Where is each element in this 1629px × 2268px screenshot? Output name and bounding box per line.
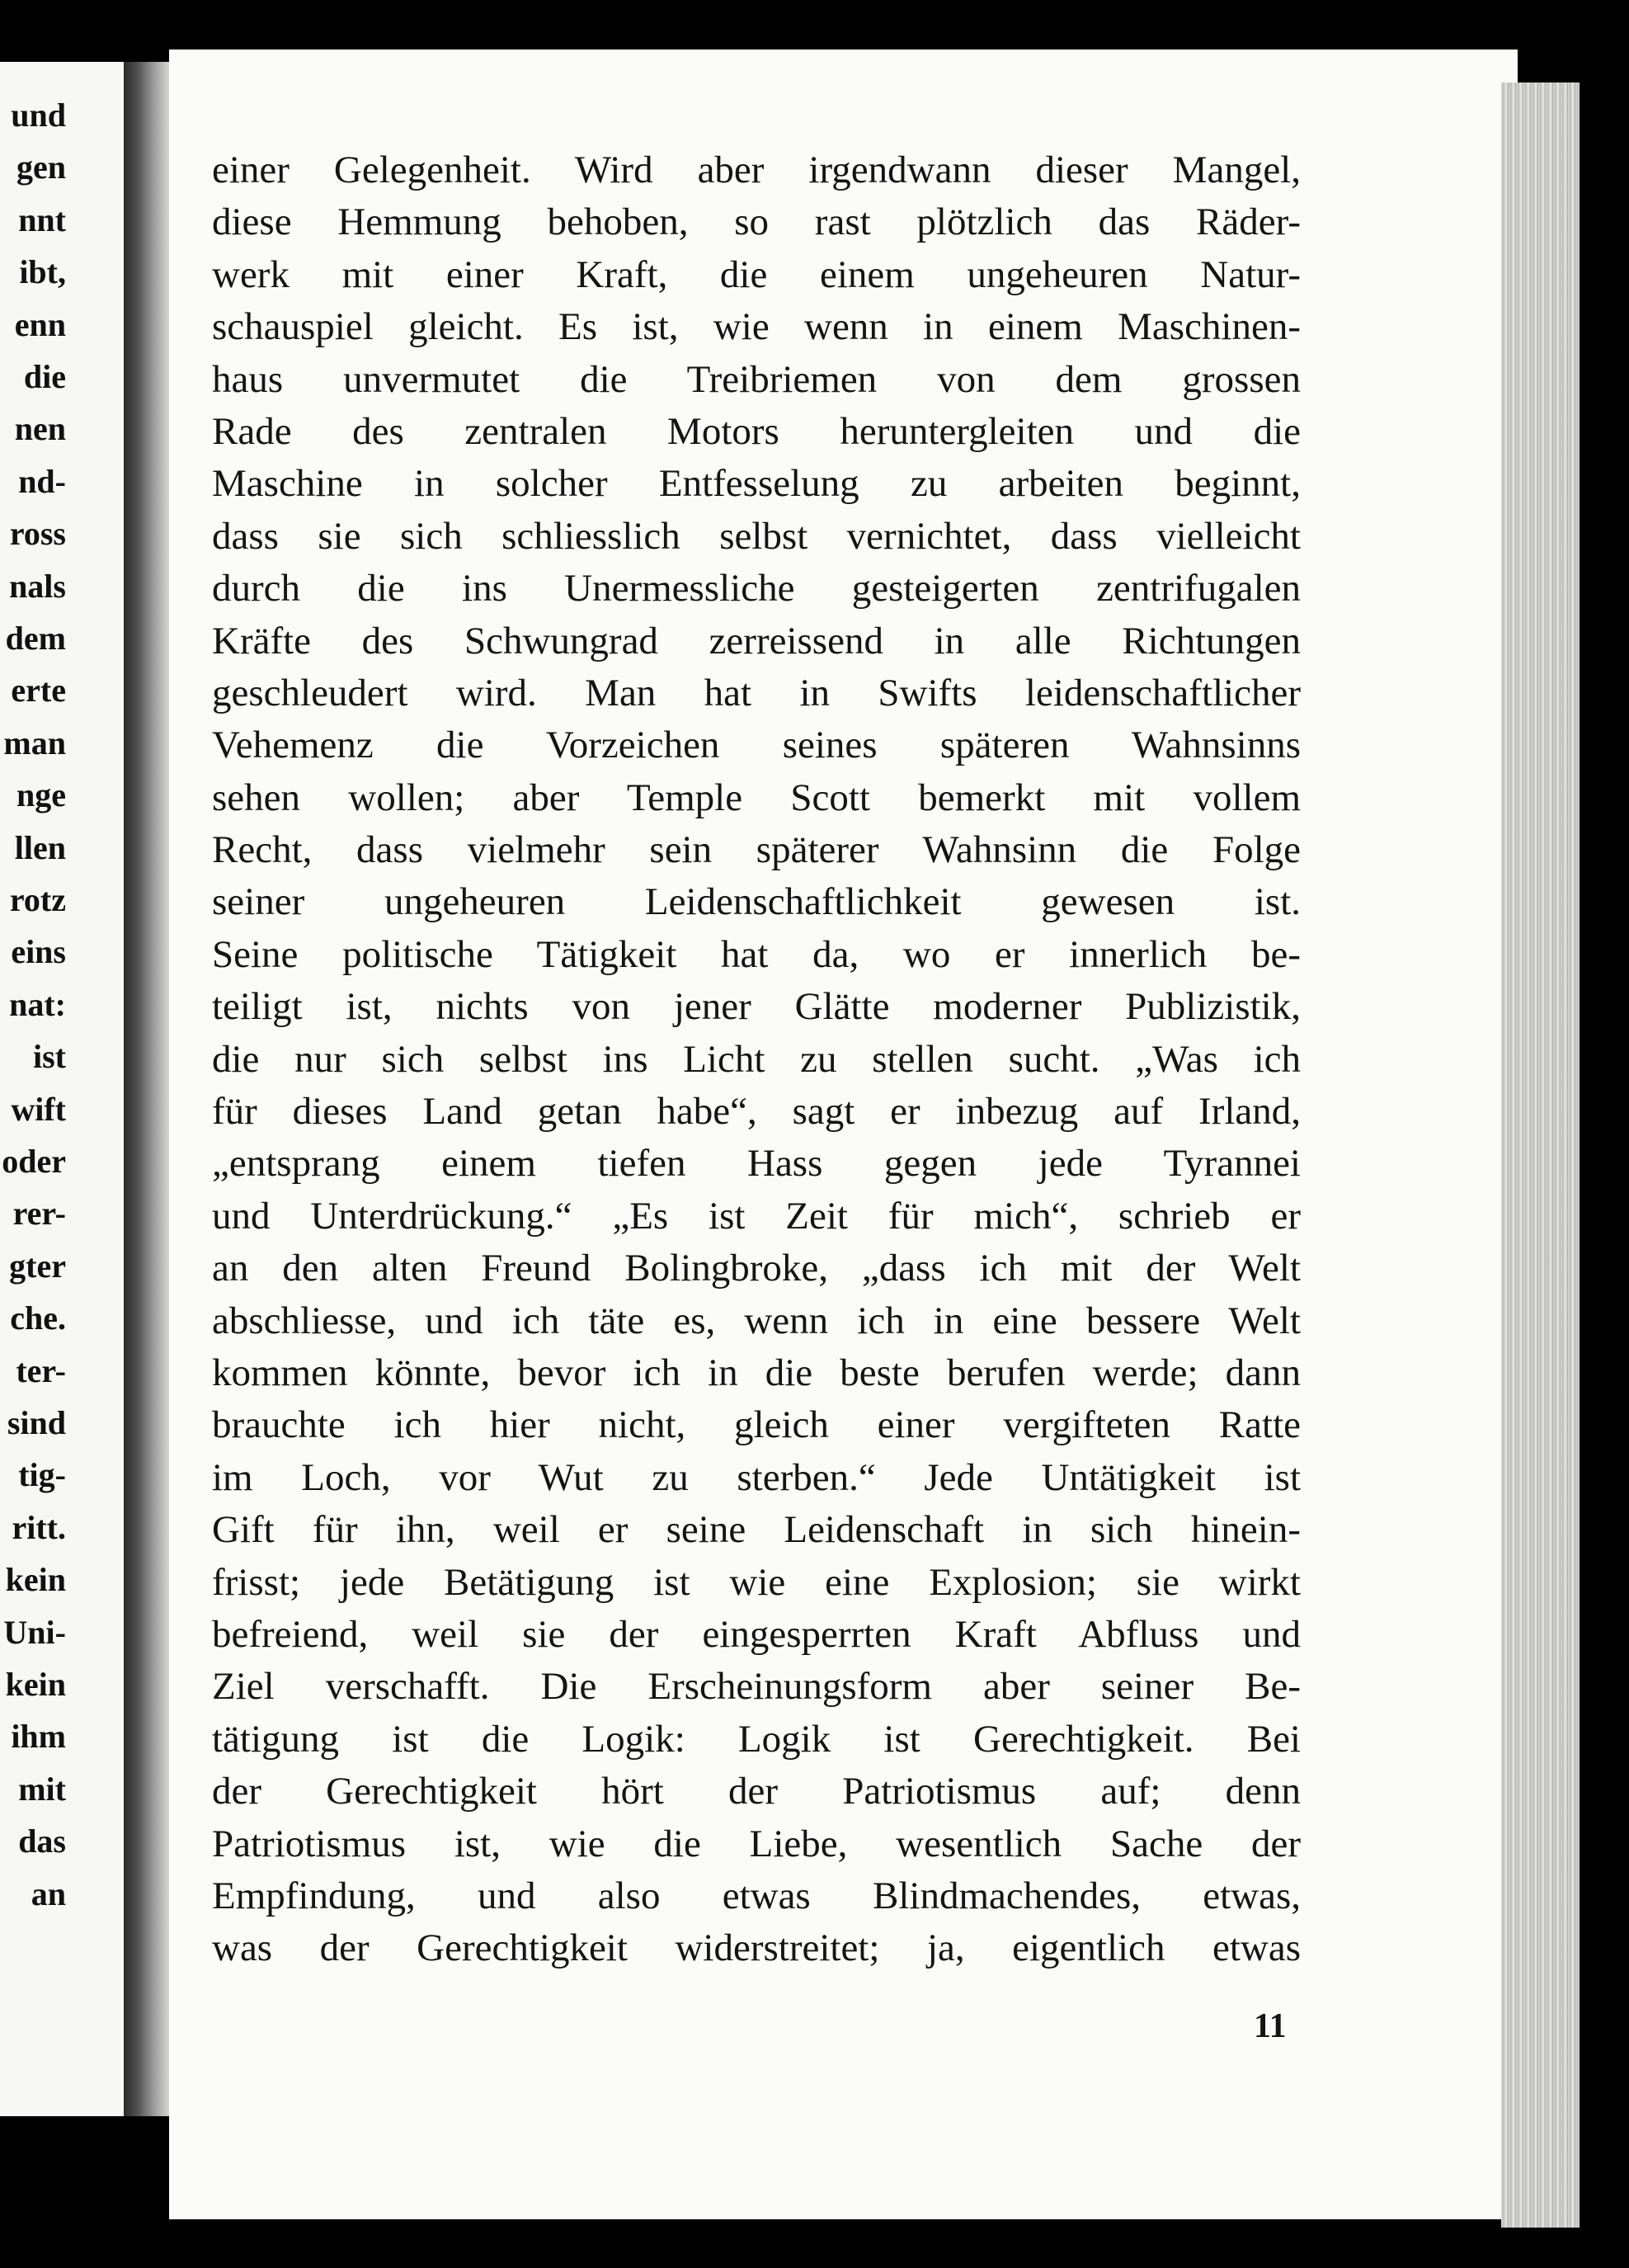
body-text xyxy=(212,144,1301,1975)
text-line: teiligt ist, nichts von jener Glätte moderner Publizistik, xyxy=(212,985,1301,1029)
text-line: frisst; jede Betätigung ist wie eine Explosion; sie wirkt xyxy=(212,1560,1301,1604)
text-line: im Loch, vor Wut zu sterben.“ Jede Untätigkeit ist xyxy=(212,1455,1301,1499)
left-page-fragment: nat: xyxy=(9,985,66,1023)
text-line: durch die ins Unermessliche gesteigerten zentrifugalen xyxy=(212,567,1301,611)
left-page-fragment: an xyxy=(31,1874,66,1912)
text-line: seiner ungeheuren Leidenschaftlichkeit gewesen ist. xyxy=(212,880,1301,924)
text-line: Empfindung, und also etwas Blindmachendes, etwas, xyxy=(212,1874,1301,1917)
text-line: die nur sich selbst ins Licht zu stellen sucht. „Was ich xyxy=(212,1037,1301,1081)
text-line: diese Hemmung behoben, so rast plötzlich das Räder- xyxy=(212,200,1301,244)
text-line: Ziel verschafft. Die Erscheinungsform aber seiner Be- xyxy=(212,1665,1301,1709)
left-page-fragment: ihm xyxy=(11,1718,66,1756)
text-line: abschliesse, und ich täte es, wenn ich in eine bessere Welt xyxy=(212,1299,1301,1342)
left-page-fragment: nals xyxy=(9,567,66,605)
left-page-fragment: erte xyxy=(11,672,66,710)
left-page-fragment: oder xyxy=(2,1143,66,1180)
text-line: „entsprang einem tiefen Hass gegen jede Tyrannei xyxy=(212,1142,1301,1186)
page-number: 11 xyxy=(1254,2007,1287,2045)
text-line: schauspiel gleicht. Es ist, wie wenn in einem Maschinen- xyxy=(212,305,1301,349)
text-line: kommen könnte, bevor ich in die beste berufen werde; dann xyxy=(212,1351,1301,1394)
left-page-fragment: gter xyxy=(9,1247,66,1285)
left-page-fragment: rer- xyxy=(12,1195,66,1233)
left-page-fragment: rotz xyxy=(9,881,66,918)
left-page-fragment: gen xyxy=(16,149,66,186)
left-page-fragment: kein xyxy=(5,1666,66,1703)
text-line: Maschine in solcher Entfesselung zu arbeiten beginnt, xyxy=(212,462,1301,506)
left-page-fragment: ter- xyxy=(16,1351,66,1389)
text-line: Recht, dass vielmehr sein späterer Wahnsinn die Folge xyxy=(212,828,1301,872)
text-line: der Gerechtigkeit hört der Patriotismus auf; denn xyxy=(212,1770,1301,1813)
text-line: Gift für ihn, weil er seine Leidenschaft in sich hinein- xyxy=(212,1508,1301,1552)
left-page-fragment: Uni- xyxy=(3,1613,66,1651)
left-page-fragment: mit xyxy=(18,1770,66,1808)
left-page-fragment: enn xyxy=(14,305,66,343)
left-page-fragment: llen xyxy=(14,828,66,866)
left-page-fragment: sind xyxy=(7,1404,66,1441)
text-line: Rade des zentralen Motors heruntergleiten und die xyxy=(212,409,1301,453)
text-line: sehen wollen; aber Temple Scott bemerkt mit vollem xyxy=(212,776,1301,819)
left-page-fragment: ist xyxy=(33,1038,66,1076)
text-line: einer Gelegenheit. Wird aber irgendwann dieser Mangel, xyxy=(212,149,1301,191)
text-line: und Unterdrückung.“ „Es ist Zeit für mich“, schrieb er xyxy=(212,1194,1301,1238)
text-line: Seine politische Tätigkeit hat da, wo er innerlich be- xyxy=(212,932,1301,976)
left-page-fragment: nnt xyxy=(18,200,66,238)
text-line: an den alten Freund Bolingbroke, „dass ich mit der Welt xyxy=(212,1247,1301,1290)
left-page-fragment: dem xyxy=(5,620,66,657)
text-line: haus unvermutet die Treibriemen von dem grossen xyxy=(212,357,1301,401)
text-line: was der Gerechtigkeit widerstreitet; ja, eigentlich etwas xyxy=(212,1926,1301,1970)
text-line: tätigung ist die Logik: Logik ist Gerechtigkeit. Bei xyxy=(212,1717,1301,1761)
left-facing-page xyxy=(0,62,124,2116)
left-page-fragment: wift xyxy=(11,1090,66,1128)
text-line: geschleudert wird. Man hat in Swifts leidenschaftlicher xyxy=(212,671,1301,714)
left-page-fragment: die xyxy=(23,358,66,395)
left-page-fragment: tig- xyxy=(18,1456,66,1494)
text-line: werk mit einer Kraft, die einem ungeheuren Natur- xyxy=(212,252,1301,296)
left-page-fragment: kein xyxy=(5,1561,66,1599)
left-page-fragment: eins xyxy=(11,933,66,971)
left-page-fragment: nge xyxy=(16,776,66,814)
page-edge xyxy=(1501,83,1580,2228)
left-page-fragment: ritt. xyxy=(12,1508,66,1546)
text-line: Patriotismus ist, wie die Liebe, wesentlich Sache der xyxy=(212,1822,1301,1865)
left-page-fragment: che. xyxy=(10,1299,66,1337)
left-page-fragment: nd- xyxy=(18,462,66,500)
left-page-fragment: man xyxy=(3,724,66,762)
left-page-fragment: ross xyxy=(9,515,66,553)
left-page-fragment: nen xyxy=(14,410,66,448)
book-gutter xyxy=(124,62,173,2116)
text-line: befreiend, weil sie der eingesperrten Kraft Abfluss und xyxy=(212,1612,1301,1656)
text-line: Kräfte des Schwungrad zerreissend in alle Richtungen xyxy=(212,619,1301,662)
left-page-fragment: ibt, xyxy=(19,253,66,291)
text-line: brauchte ich hier nicht, gleich einer vergifteten Ratte xyxy=(212,1403,1301,1447)
text-line: Vehemenz die Vorzeichen seines späteren Wahnsinns xyxy=(212,724,1301,767)
text-line: für dieses Land getan habe“, sagt er inbezug auf Irland, xyxy=(212,1090,1301,1134)
left-page-fragment: und xyxy=(11,97,66,134)
left-page-fragment: das xyxy=(18,1822,66,1860)
text-line: dass sie sich schliesslich selbst vernichtet, dass vielleicht xyxy=(212,514,1301,558)
